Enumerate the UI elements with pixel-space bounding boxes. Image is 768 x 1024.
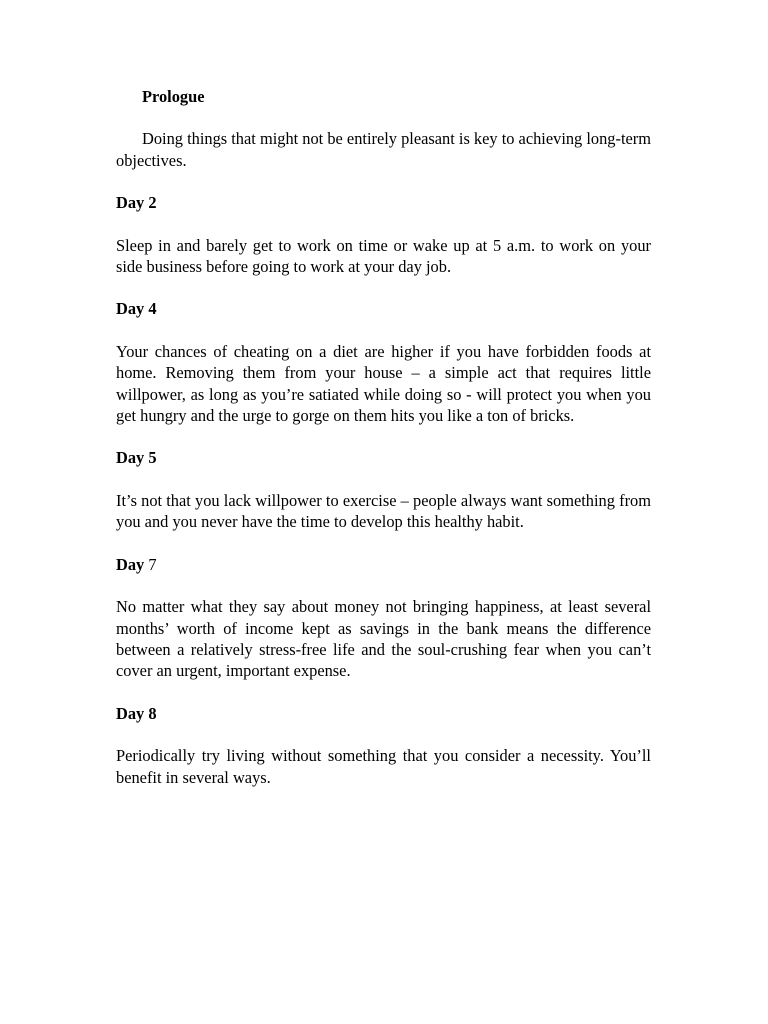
section-heading-day-8: Day 8 (116, 703, 157, 723)
section-text-day-4: Your chances of cheating on a diet are higher if you have forbidden foods at home. Removing them from your house – a simple act that requires little willpower, as long as you’re satiated while doing so - will protect you when you get hungry and the urge to gorge on them hits you like a ton of bricks. (116, 341, 651, 426)
section-text-day-5: It’s not that you lack willpower to exercise – people always want something from you and you never have the time to develop this healthy habit. (116, 490, 651, 532)
section-heading-word: Day (116, 554, 145, 574)
section-heading-prologue: Prologue (142, 87, 205, 106)
document-body (116, 86, 651, 788)
section-text-day-8: Periodically try living without something that you consider a necessity. You’ll benefit in several ways. (116, 746, 651, 787)
section-heading-day-2: Day 2 (116, 193, 157, 213)
section-heading-number: 7 (148, 554, 157, 574)
section-heading-day-7 (116, 554, 651, 575)
section-heading-day-5: Day 5 (116, 448, 157, 468)
section-text-day-7: No matter what they say about money not bringing happiness, at least several months’ worth of income kept as savings in the bank means the difference between a relatively stress-free life and the soul-crushing fear when you can’t cover an urgent, important expense. (116, 597, 651, 681)
section-heading-day-4: Day 4 (116, 299, 157, 319)
section-text-day-2: Sleep in and barely get to work on time or wake up at 5 a.m. to work on your side business before going to work at your day job. (116, 235, 651, 277)
section-text-prologue: Doing things that might not be entirely pleasant is key to achieving long-term objectives. (116, 129, 651, 170)
